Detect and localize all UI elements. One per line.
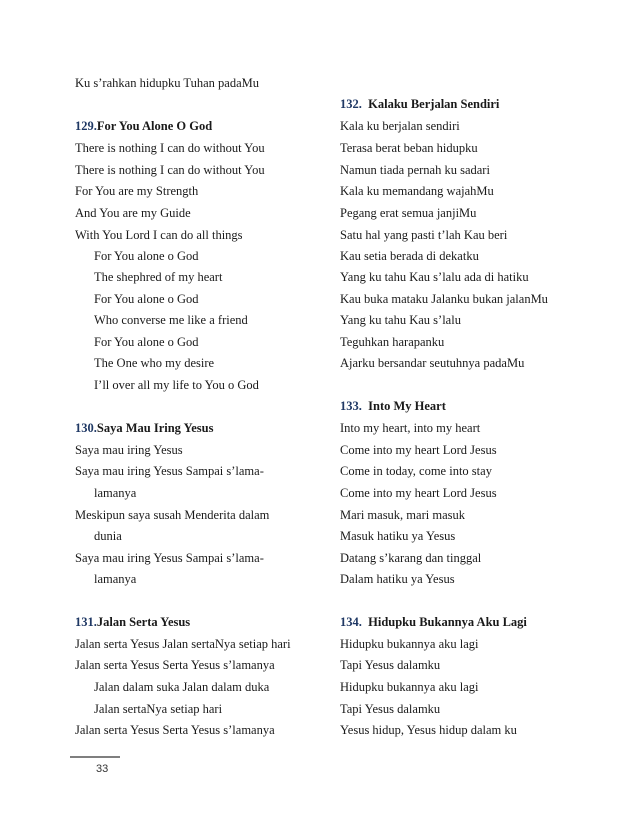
song-133-line: Come in today, come into stay	[340, 464, 492, 478]
song-130-line: Saya mau iring Yesus	[75, 443, 183, 457]
song-131-line: Jalan serta Yesus Serta Yesus s’lamanya	[75, 658, 275, 672]
song-132-line: Teguhkan harapanku	[340, 335, 445, 349]
song-133-line: Datang s’karang dan tinggal	[340, 551, 482, 565]
song-129-line: The One who my desire	[94, 356, 215, 370]
song-129-line: For You are my Strength	[75, 184, 199, 198]
song-131-number: 131.	[75, 615, 97, 629]
song-134-line: Tapi Yesus dalamku	[340, 658, 441, 672]
song-130-number: 130.	[75, 421, 97, 435]
song-134-title: Hidupku Bukannya Aku Lagi	[368, 615, 527, 629]
song-134-number: 134.	[340, 615, 362, 629]
song-133-line: Come into my heart Lord Jesus	[340, 443, 497, 457]
song-132-line: Terasa berat beban hidupku	[340, 141, 478, 155]
song-129-heading	[75, 119, 212, 133]
song-132-line: Ajarku bersandar seutuhnya padaMu	[340, 356, 525, 370]
song-133-line: Into my heart, into my heart	[340, 421, 481, 435]
intro-line: Ku s’rahkan hidupku Tuhan padaMu	[75, 76, 260, 90]
song-134-line: Yesus hidup, Yesus hidup dalam ku	[340, 723, 517, 737]
song-129-line: With You Lord I can do all things	[75, 228, 243, 242]
song-131-heading	[75, 615, 190, 629]
song-129-line: Who converse me like a friend	[94, 313, 248, 327]
song-129-title: For You Alone O God	[96, 119, 213, 133]
song-132-line: Satu hal yang pasti t’lah Kau beri	[340, 228, 508, 242]
song-132-line: Kala ku memandang wajahMu	[340, 184, 494, 198]
song-130-line: Meskipun saya susah Menderita dalam	[75, 508, 270, 522]
song-129-line: The shephred of my heart	[94, 270, 223, 284]
song-129-line: I’ll over all my life to You o God	[94, 378, 259, 392]
song-134-line: Hidupku bukannya aku lagi	[340, 637, 479, 651]
song-132-line: Pegang erat semua janjiMu	[340, 206, 477, 220]
song-130-line: Saya mau iring Yesus Sampai s’lama-	[75, 464, 264, 478]
page-number: 33	[96, 763, 109, 775]
song-130-title: Saya Mau Iring Yesus	[96, 421, 214, 435]
song-133-line: Mari masuk, mari masuk	[340, 508, 465, 522]
song-133-line: Dalam hatiku ya Yesus	[340, 572, 455, 586]
song-129-number: 129.	[75, 119, 97, 133]
song-132-line: Namun tiada pernah ku sadari	[340, 163, 490, 177]
song-131-line: Jalan dalam suka Jalan dalam duka	[94, 680, 270, 694]
song-132-line: Yang ku tahu Kau s’lalu ada di hatiku	[340, 270, 529, 284]
song-129-line: For You alone o God	[94, 335, 199, 349]
song-133-title: Into My Heart	[368, 399, 446, 413]
song-133-heading	[340, 399, 446, 413]
song-129-line: There is nothing I can do without You	[75, 163, 265, 177]
song-133-number: 133.	[340, 399, 362, 413]
song-132-line: Kau setia berada di dekatku	[340, 249, 479, 263]
song-132-line: Yang ku tahu Kau s’lalu	[340, 313, 461, 327]
song-129-line: And You are my Guide	[75, 206, 191, 220]
song-130-heading	[75, 421, 213, 435]
song-133-line: Come into my heart Lord Jesus	[340, 486, 497, 500]
song-130-line: lamanya	[94, 486, 137, 500]
song-130-line: Saya mau iring Yesus Sampai s’lama-	[75, 551, 264, 565]
song-132-title: Kalaku Berjalan Sendiri	[368, 97, 500, 111]
song-129-line: For You alone o God	[94, 249, 199, 263]
song-132-line: Kau buka mataku Jalanku bukan jalanMu	[340, 292, 548, 306]
song-131-line: Jalan serta Yesus Jalan sertaNya setiap hari	[75, 637, 291, 651]
song-132-line: Kala ku berjalan sendiri	[340, 119, 460, 133]
song-130-line: lamanya	[94, 572, 137, 586]
song-131-line: Jalan sertaNya setiap hari	[94, 702, 223, 716]
song-134-line: Tapi Yesus dalamku	[340, 702, 441, 716]
song-134-heading	[340, 615, 527, 629]
song-132-heading	[340, 97, 499, 111]
song-129-line: There is nothing I can do without You	[75, 141, 265, 155]
song-130-line: dunia	[94, 529, 122, 543]
song-132-number: 132.	[340, 97, 362, 111]
song-131-title: Jalan Serta Yesus	[96, 615, 191, 629]
song-134-line: Hidupku bukannya aku lagi	[340, 680, 479, 694]
song-129-line: For You alone o God	[94, 292, 199, 306]
song-131-line: Jalan serta Yesus Serta Yesus s’lamanya	[75, 723, 275, 737]
footer-divider	[70, 756, 120, 758]
song-133-line: Masuk hatiku ya Yesus	[340, 529, 456, 543]
